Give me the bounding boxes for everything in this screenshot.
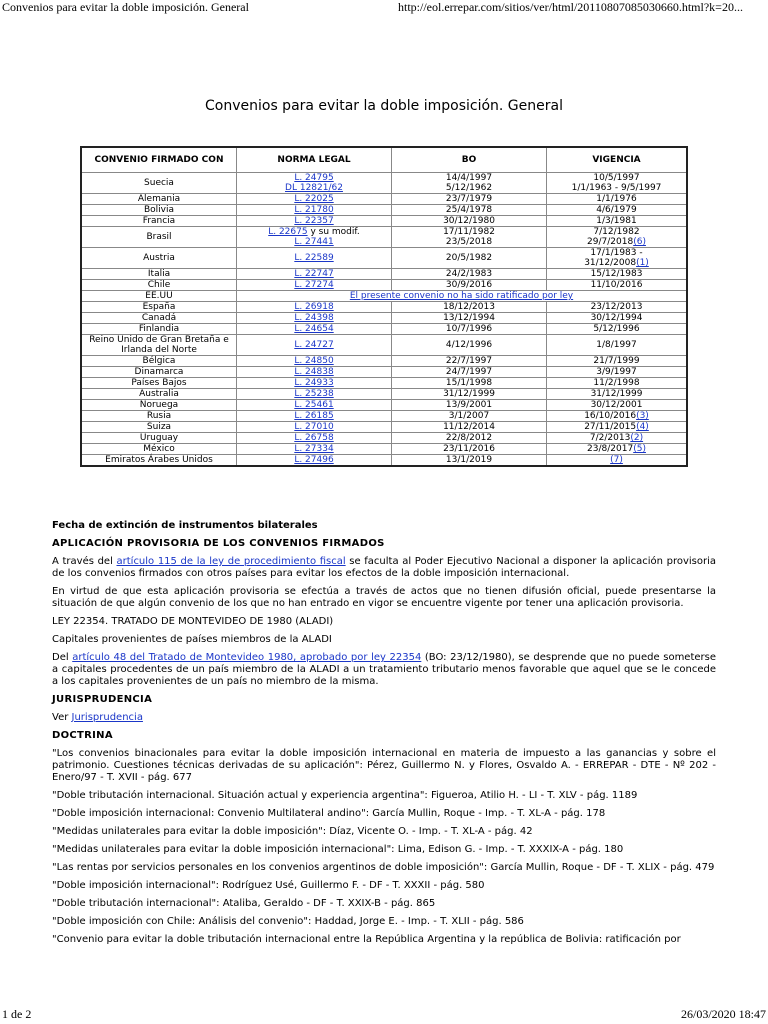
norma-cell	[237, 444, 392, 455]
norma-link[interactable]: L. 27496	[294, 455, 334, 465]
vigencia-date: 17/1/1983 -	[590, 248, 643, 258]
country-cell: Reino Unido de Gran Bretaña e Irlanda del Norte	[81, 335, 237, 356]
footnote-link[interactable]: (2)	[630, 433, 644, 443]
bo-date: 24/2/1983	[445, 269, 493, 279]
table-row	[81, 173, 687, 194]
norma-link[interactable]: L. 24654	[294, 324, 334, 334]
print-header	[0, 0, 768, 16]
norma-cell	[237, 400, 392, 411]
vigencia-cell	[547, 313, 688, 324]
bo-cell	[392, 313, 547, 324]
country-cell: Bélgica	[81, 356, 237, 367]
norma-link[interactable]: L. 24795	[294, 173, 334, 183]
vigencia-date: 5/12/1996	[593, 324, 640, 334]
table-row	[81, 194, 687, 205]
norma-cell	[237, 194, 392, 205]
norma-link[interactable]: L. 24838	[294, 367, 334, 377]
bo-cell	[392, 302, 547, 313]
convenios-table	[80, 146, 688, 467]
vigencia-cell	[547, 411, 688, 422]
paragraph-articulo-115	[52, 556, 716, 580]
doctrina-item: "Doble imposición internacional": Rodríguez Usé, Guillermo F. - DF - T. XXXII - pág. 580	[52, 880, 485, 891]
bo-cell	[392, 433, 547, 444]
table-row	[81, 389, 687, 400]
bo-cell	[392, 411, 547, 422]
table-row	[81, 313, 687, 324]
table-row	[81, 378, 687, 389]
table-row	[81, 248, 687, 269]
header-bo: BO	[392, 147, 547, 173]
bo-cell	[392, 280, 547, 291]
bo-cell	[392, 335, 547, 356]
table-row	[81, 433, 687, 444]
vigencia-cell	[547, 444, 688, 455]
vigencia-cell	[547, 280, 688, 291]
country-cell: Alemania	[81, 194, 237, 205]
country-cell: EE.UU	[81, 291, 237, 302]
vigencia-date: 1/8/1997	[596, 340, 637, 350]
bo-date: 23/7/1979	[445, 194, 493, 204]
bo-date: 31/12/1999	[443, 389, 495, 399]
vigencia-cell	[547, 356, 688, 367]
country-cell: España	[81, 302, 237, 313]
vigencia-date: 7/12/1982	[593, 227, 640, 237]
bo-date: 20/5/1982	[445, 253, 493, 263]
norma-link[interactable]: L. 22357	[294, 216, 334, 226]
bo-date: 14/4/1997	[445, 173, 493, 183]
bo-cell	[392, 400, 547, 411]
norma-link[interactable]: L. 27010	[294, 422, 334, 432]
vigencia-date: 11/10/2016	[590, 280, 643, 290]
norma-link[interactable]: L. 22747	[294, 269, 334, 279]
bo-date: 24/7/1997	[445, 367, 493, 377]
norma-cell	[237, 324, 392, 335]
bo-date: 23/5/2018	[445, 237, 493, 247]
country-cell: Francia	[81, 216, 237, 227]
bo-date: 13/1/2019	[445, 455, 493, 465]
country-cell: Noruega	[81, 400, 237, 411]
bo-date: 23/11/2016	[443, 444, 495, 454]
footnote-link[interactable]: (1)	[636, 258, 649, 268]
ver-text: Ver	[52, 712, 72, 723]
bo-cell	[392, 422, 547, 433]
vigencia-cell	[547, 216, 688, 227]
norma-cell	[237, 378, 392, 389]
country-cell: Chile	[81, 280, 237, 291]
vigencia-cell	[547, 205, 688, 216]
bo-cell	[392, 367, 547, 378]
bo-date: 5/12/1962	[445, 183, 493, 193]
vigencia-date: 1/1/1976	[596, 194, 637, 204]
country-cell: México	[81, 444, 237, 455]
country-cell: Bolivia	[81, 205, 237, 216]
country-cell: Emiratos Árabes Unidos	[81, 455, 237, 467]
country-cell: Brasil	[81, 227, 237, 248]
country-cell: Austria	[81, 248, 237, 269]
vigencia-cell	[547, 335, 688, 356]
p1-text-a: A través del	[52, 556, 117, 567]
bo-date: 30/12/1980	[443, 216, 495, 226]
vigencia-cell	[547, 227, 688, 248]
articulo-48-link[interactable]: artículo 48 del Tratado de Montevideo 1980, aprobado por ley 22354	[72, 652, 422, 663]
table-body	[81, 173, 687, 467]
footnote-link[interactable]: (3)	[636, 411, 649, 421]
bo-cell	[392, 248, 547, 269]
norma-link[interactable]: L. 24850	[294, 356, 334, 366]
vigencia-date: 23/8/2017	[587, 444, 634, 454]
vigencia-cell	[547, 400, 688, 411]
bo-date: 13/12/1994	[443, 313, 495, 323]
norma-cell	[237, 356, 392, 367]
page-title: Convenios para evitar la doble imposición. General	[205, 98, 563, 114]
norma-link[interactable]: L. 27334	[294, 444, 334, 454]
vigencia-cell	[547, 324, 688, 335]
doctrina-item: "Doble imposición con Chile: Análisis del convenio": Haddad, Jorge E. - Imp. - T. XLII - pág. 586	[52, 916, 524, 927]
vigencia-date: 10/5/1997	[593, 173, 640, 183]
country-cell: Uruguay	[81, 433, 237, 444]
vigencia-cell	[547, 378, 688, 389]
table-row	[81, 302, 687, 313]
table-row	[81, 324, 687, 335]
norma-cell	[237, 389, 392, 400]
vigencia-cell	[547, 194, 688, 205]
norma-cell	[237, 173, 392, 194]
doctrina-heading: DOCTRINA	[52, 730, 113, 741]
norma-link[interactable]: L. 22589	[294, 253, 334, 263]
bo-date: 13/9/2001	[445, 400, 493, 410]
norma-cell	[237, 455, 392, 467]
table-row	[81, 367, 687, 378]
document-body	[52, 520, 716, 952]
p3-text-b: (BO: 23/12/1980), se desprende que no puede someterse a capitales procedentes de un país miembro de la ALADI a un tratamiento tributario menos favorable que aquel que se le concede a los capitales provenientes de un país no miembro de la misma.	[52, 652, 717, 687]
vigencia-date: 7/2/2013	[589, 433, 631, 443]
bo-cell	[392, 324, 547, 335]
header-vigencia: VIGENCIA	[547, 147, 688, 173]
norma-link[interactable]: L. 22675	[268, 227, 308, 237]
doctrina-item: "Doble tributación internacional": Ataliba, Geraldo - DF - T. XXIX-B - pág. 865	[52, 898, 436, 909]
norma-link[interactable]: L. 27441	[294, 237, 334, 247]
bo-date: 3/1/2007	[448, 411, 490, 421]
vigencia-date: 23/12/2013	[590, 302, 643, 312]
country-cell: Suecia	[81, 173, 237, 194]
norma-cell	[237, 227, 392, 248]
print-timestamp: 26/03/2020 18:47	[680, 1007, 766, 1021]
bo-cell	[392, 269, 547, 280]
bo-cell	[392, 356, 547, 367]
vigencia-cell	[547, 248, 688, 269]
bo-cell	[392, 173, 547, 194]
bo-date: 17/11/1982	[443, 227, 495, 237]
doctrina-item: "Los convenios binacionales para evitar la doble imposición internacional en materia de impuesto a las ganancias y sobre el patrimonio. Cuestiones técnicas derivadas de su aplicación": Pérez, Guillermo N. y Flores, Osvaldo A. - ERREPAR - DTE - Nº 202 - Enero/97 - T. XVII - pág. 677	[52, 748, 716, 783]
vigencia-date: 16/10/2016	[584, 411, 637, 421]
norma-link[interactable]: L. 22025	[294, 194, 334, 204]
country-cell: Italia	[81, 269, 237, 280]
print-header-url: http://eol.errepar.com/sitios/ver/html/20110807085030660.html?k=20...	[398, 0, 743, 14]
fecha-heading: Fecha de extinción de instrumentos bilaterales	[52, 520, 318, 531]
country-cell: Finlandia	[81, 324, 237, 335]
bo-cell	[392, 378, 547, 389]
paragraph-articulo-48	[52, 652, 716, 688]
norma-link[interactable]: L. 26918	[294, 302, 334, 312]
vigencia-cell	[547, 367, 688, 378]
bo-cell	[392, 227, 547, 248]
vigencia-cell	[547, 269, 688, 280]
bo-date: 30/9/2016	[445, 280, 493, 290]
vigencia-date: 1/3/1981	[596, 216, 637, 226]
norma-link[interactable]: L. 26185	[294, 411, 334, 421]
ley-22354-line: LEY 22354. TRATADO DE MONTEVIDEO DE 1980 (ALADI)	[52, 616, 334, 627]
header-convenio: CONVENIO FIRMADO CON	[81, 147, 237, 173]
table-row	[81, 269, 687, 280]
vigencia-date: 15/12/1983	[590, 269, 643, 279]
vigencia-cell	[547, 455, 688, 467]
bo-date: 11/12/2014	[443, 422, 495, 432]
table-row	[81, 227, 687, 248]
bo-cell	[392, 216, 547, 227]
doctrina-item: "Doble tributación internacional. Situación actual y experiencia argentina": Figueroa, Atilio H. - LI - T. XLV - pág. 1189	[52, 790, 638, 801]
bo-date: 4/12/1996	[445, 340, 493, 350]
footnote-link[interactable]: (5)	[633, 444, 646, 454]
norma-link[interactable]: L. 25238	[294, 389, 334, 399]
footnote-link[interactable]: (6)	[633, 237, 646, 247]
country-cell: Canadá	[81, 313, 237, 324]
bo-cell	[392, 455, 547, 467]
print-footer	[0, 1008, 768, 1024]
doctrina-list	[52, 748, 716, 946]
norma-cell	[237, 433, 392, 444]
bo-date: 22/8/2012	[445, 433, 493, 443]
bo-cell	[392, 194, 547, 205]
bo-date: 15/1/1998	[445, 378, 493, 388]
norma-cell	[237, 411, 392, 422]
table-header-row	[81, 147, 687, 173]
bo-date: 25/4/1978	[445, 205, 493, 215]
country-cell: Rusia	[81, 411, 237, 422]
norma-cell	[237, 205, 392, 216]
vigencia-date: 31/12/1999	[590, 389, 643, 399]
country-cell: Países Bajos	[81, 378, 237, 389]
vigencia-cell	[547, 433, 688, 444]
norma-link[interactable]: DL 12821/62	[285, 183, 343, 193]
table-row	[81, 444, 687, 455]
vigencia-date: 11/2/1998	[593, 378, 640, 388]
table-row	[81, 411, 687, 422]
norma-link[interactable]: L. 25461	[294, 400, 334, 410]
country-cell: Suiza	[81, 422, 237, 433]
norma-cell	[237, 269, 392, 280]
norma-link[interactable]: L. 24398	[294, 313, 334, 323]
vigencia-date: 30/12/1994	[590, 313, 643, 323]
bo-date: 18/12/2013	[443, 302, 495, 312]
norma-cell	[237, 302, 392, 313]
vigencia-cell	[547, 422, 688, 433]
bo-cell	[392, 205, 547, 216]
not-ratified-link[interactable]: El presente convenio no ha sido ratificado por ley	[349, 291, 574, 301]
norma-link[interactable]: L. 21780	[294, 205, 334, 215]
vigencia-date: 30/12/2001	[590, 400, 643, 410]
table-row	[81, 400, 687, 411]
bo-cell	[392, 444, 547, 455]
vigencia-date: 3/9/1997	[596, 367, 637, 377]
doctrina-item: "Medidas unilaterales para evitar la doble imposición": Díaz, Vicente O. - Imp. - T. XL-A - pág. 42	[52, 826, 533, 837]
table-row	[81, 356, 687, 367]
vigencia-date: 29/7/2018	[587, 237, 634, 247]
vigencia-date: 31/12/2008	[584, 258, 637, 268]
norma-cell	[237, 280, 392, 291]
bo-date: 22/7/1997	[445, 356, 493, 366]
p3-text-a: Del	[52, 652, 73, 663]
table-row	[81, 216, 687, 227]
jurisprudencia-link[interactable]: Jurisprudencia	[71, 712, 143, 723]
not-ratified-cell	[237, 291, 688, 302]
articulo-115-link[interactable]: artículo 115 de la ley de procedimiento fiscal	[116, 556, 346, 567]
norma-link[interactable]: L. 24727	[294, 340, 334, 350]
norma-cell	[237, 313, 392, 324]
header-norma: NORMA LEGAL	[237, 147, 392, 173]
ver-jurisprudencia-line	[52, 712, 716, 724]
norma-cell	[237, 248, 392, 269]
paragraph-aplicacion-provisoria: En virtud de que esta aplicación provisoria se efectúa a través de actos que no tienen difusión oficial, puede presentarse la situación de que algún convenio de los que no han entrado en vigor se encuentre vigente por tener una aplicación provisoria.	[52, 586, 716, 609]
norma-cell	[237, 335, 392, 356]
doctrina-item: "Medidas unilaterales para evitar la doble imposición internacional": Lima, Edison G. - Imp. - T. XXXIX-A - pág. 180	[52, 844, 624, 855]
doctrina-item: "Convenio para evitar la doble tributación internacional entre la República Argentina y la república de Bolivia: ratificación por	[52, 934, 681, 945]
norma-link[interactable]: L. 24933	[294, 378, 334, 388]
norma-cell	[237, 216, 392, 227]
doctrina-item: "Doble imposición internacional: Convenio Multilateral andino": García Mullin, Roque - Imp. - T. XL-A - pág. 178	[52, 808, 606, 819]
table-row	[81, 335, 687, 356]
p1-text-b: se faculta al Poder Ejecutivo Nacional a disponer la aplicación provisoria de los convenios firmados con otros países para evitar los efectos de la doble imposición internacional.	[52, 556, 716, 579]
norma-link[interactable]: L. 26758	[294, 433, 334, 443]
vigencia-date: 21/7/1999	[593, 356, 640, 366]
vigencia-date: 1/1/1963 - 9/5/1997	[571, 183, 662, 193]
vigencia-cell	[547, 302, 688, 313]
norma-link[interactable]: L. 27274	[294, 280, 334, 290]
norma-note: y su modif.	[307, 227, 360, 237]
capitales-line: Capitales provenientes de países miembros de la ALADI	[52, 634, 332, 645]
footnote-link[interactable]: (7)	[610, 455, 623, 465]
table-row	[81, 455, 687, 467]
table-row	[81, 291, 687, 302]
print-header-title: Convenios para evitar la doble imposición. General	[2, 0, 249, 14]
page-indicator: 1 de 2	[2, 1007, 32, 1021]
bo-date: 10/7/1996	[445, 324, 493, 334]
country-cell: Australia	[81, 389, 237, 400]
table-row	[81, 205, 687, 216]
doctrina-item: "Las rentas por servicios personales en los convenios argentinos de doble imposición": García Mullin, Roque - DF - T. XLIX - pág. 479	[52, 862, 715, 873]
vigencia-date: 27/11/2015	[584, 422, 637, 432]
aplicacion-heading: APLICACIÓN PROVISORIA DE LOS CONVENIOS FIRMADOS	[52, 538, 385, 549]
vigencia-cell	[547, 389, 688, 400]
footnote-link[interactable]: (4)	[636, 422, 649, 432]
jurisprudencia-heading: JURISPRUDENCIA	[52, 694, 153, 705]
country-cell: Dinamarca	[81, 367, 237, 378]
bo-cell	[392, 389, 547, 400]
norma-cell	[237, 422, 392, 433]
vigencia-cell	[547, 173, 688, 194]
norma-cell	[237, 367, 392, 378]
table-row	[81, 280, 687, 291]
vigencia-date: 4/6/1979	[596, 205, 637, 215]
table-row	[81, 422, 687, 433]
